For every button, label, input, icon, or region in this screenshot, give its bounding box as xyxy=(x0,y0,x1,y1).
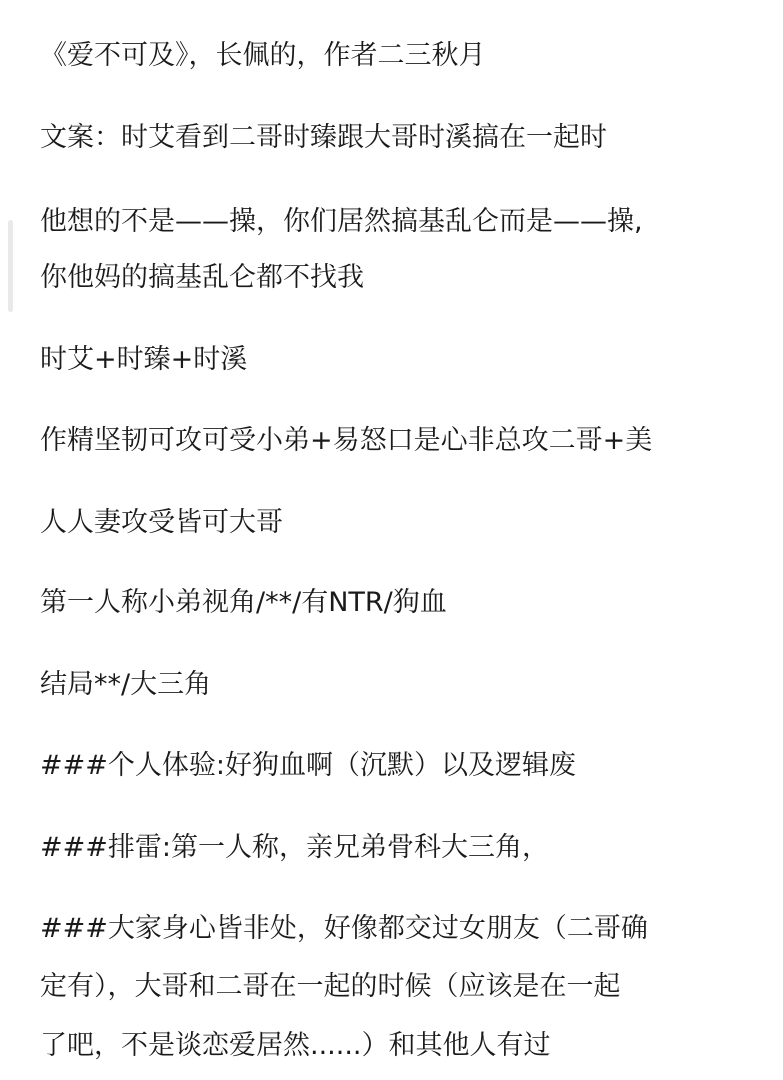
roles-line: 作精坚韧可攻可受小弟+易怒口是心非总攻二哥+美 xyxy=(40,425,653,456)
experience-line: ###个人体验:好狗血啊（沉默）以及逻辑废 xyxy=(40,750,576,781)
tags-line: 第一人称小弟视角/**/有NTR/狗血 xyxy=(40,587,447,618)
warning-line: ###排雷:第一人称，亲兄弟骨科大三角， xyxy=(40,832,549,863)
quote-line: 他想的不是——操，你们居然搞基乱仑而是——操, xyxy=(40,206,643,237)
notes-line: ###大家身心皆非处，好像都交过女朋友（二哥确 xyxy=(40,913,648,944)
quote-line: 你他妈的搞基乱仑都不找我 xyxy=(40,262,364,293)
notes-line: 了吧，不是谈恋爱居然......）和其他人有过 xyxy=(40,1030,551,1061)
roles-line: 人人妻攻受皆可大哥 xyxy=(40,507,283,538)
scroll-indicator[interactable] xyxy=(8,220,13,312)
summary-line: 文案：时艾看到二哥时臻跟大哥时溪搞在一起时 xyxy=(40,122,607,153)
book-title-line: 《爱不可及》，长佩的，作者二三秋月 xyxy=(40,40,486,71)
ending-line: 结局**/大三角 xyxy=(40,669,212,700)
characters-line: 时艾+时臻+时溪 xyxy=(40,344,248,375)
notes-line: 定有），大哥和二哥在一起的时候（应该是在一起 xyxy=(40,971,621,1002)
